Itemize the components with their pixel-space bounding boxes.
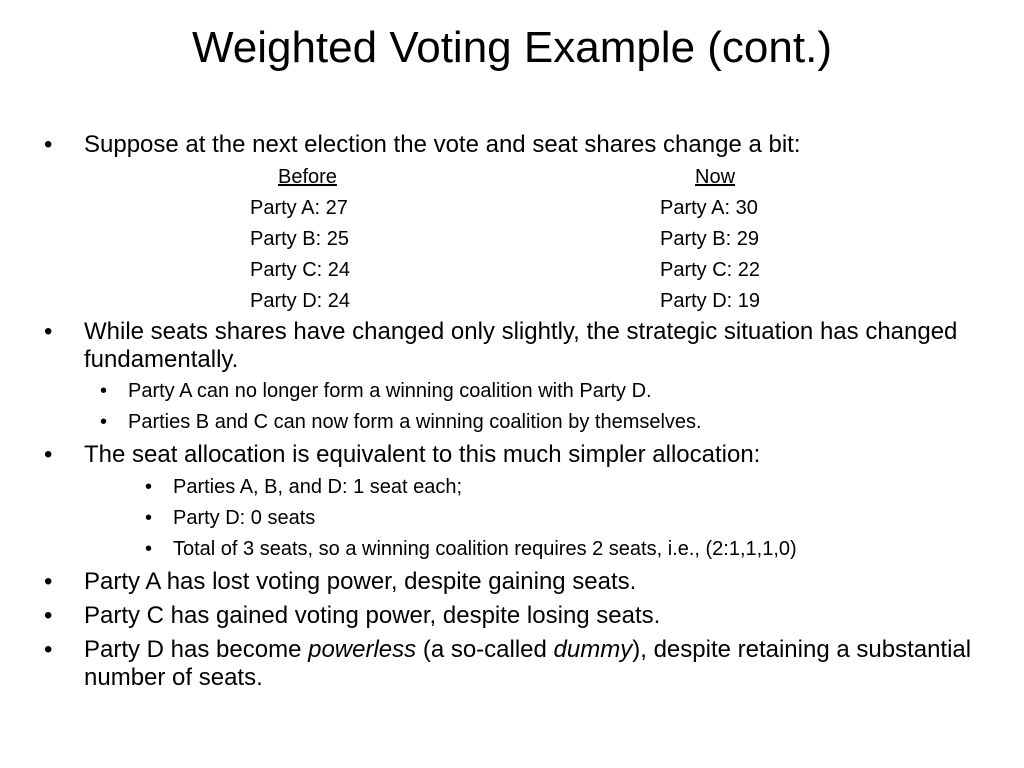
sub-bullet-text: Party D: 0 seats xyxy=(173,507,316,529)
bullet-marker: • xyxy=(44,318,53,345)
bullet-marker: • xyxy=(44,568,53,595)
now-column xyxy=(660,162,760,317)
sub-bullet-text: Parties B and C can now form a winning coalition by themselves. xyxy=(128,411,702,433)
before-header: Before xyxy=(278,166,337,188)
bullet-marker: • xyxy=(44,602,53,629)
before-column xyxy=(250,162,350,317)
now-row: Party A: 30 xyxy=(660,197,758,219)
bullet-text-part: ), despite retaining a substantial number of seats. xyxy=(84,636,972,691)
sub-bullet-marker: • xyxy=(145,476,153,498)
before-row: Party B: 25 xyxy=(250,228,349,250)
now-row: Party D: 19 xyxy=(660,290,761,312)
sub-bullet-text: Party A can no longer form a winning coalition with Party D. xyxy=(128,380,652,402)
sub-bullet-text: Total of 3 seats, so a winning coalition requires 2 seats, i.e., (2:1,1,1,0) xyxy=(173,538,797,560)
sub-bullet-marker: • xyxy=(145,507,153,529)
bullet-text: Party A has lost voting power, despite gaining seats. xyxy=(84,568,637,595)
sub-bullet-marker: • xyxy=(100,380,108,402)
before-row: Party C: 24 xyxy=(250,259,351,281)
bullet-text-part: (a so-called xyxy=(416,636,554,663)
bullet-marker: • xyxy=(44,131,53,158)
bullet-text xyxy=(84,636,984,692)
slide-title: Weighted Voting Example (cont.) xyxy=(192,23,832,72)
sub-bullet-marker: • xyxy=(100,411,108,433)
bullet-text-part: Party D has become xyxy=(84,636,309,663)
bullet-marker: • xyxy=(44,441,53,468)
bullet-text: Party C has gained voting power, despite losing seats. xyxy=(84,602,661,629)
now-row: Party C: 22 xyxy=(660,259,761,281)
emphasis-powerless: powerless xyxy=(308,636,417,663)
sub-bullet-text: Parties A, B, and D: 1 seat each; xyxy=(173,476,463,498)
bullet-marker: • xyxy=(44,636,53,663)
sub-bullet-marker: • xyxy=(145,538,153,560)
now-row: Party B: 29 xyxy=(660,228,759,250)
before-row: Party A: 27 xyxy=(250,197,348,219)
now-header: Now xyxy=(695,166,736,188)
bullet-text: Suppose at the next election the vote and seat shares change a bit: xyxy=(84,131,801,158)
emphasis-dummy: dummy xyxy=(553,636,633,663)
bullet-text: The seat allocation is equivalent to this much simpler allocation: xyxy=(84,441,761,468)
before-row: Party D: 24 xyxy=(250,290,351,312)
bullet-text: While seats shares have changed only slightly, the strategic situation has changed fundamentally. xyxy=(84,318,958,373)
